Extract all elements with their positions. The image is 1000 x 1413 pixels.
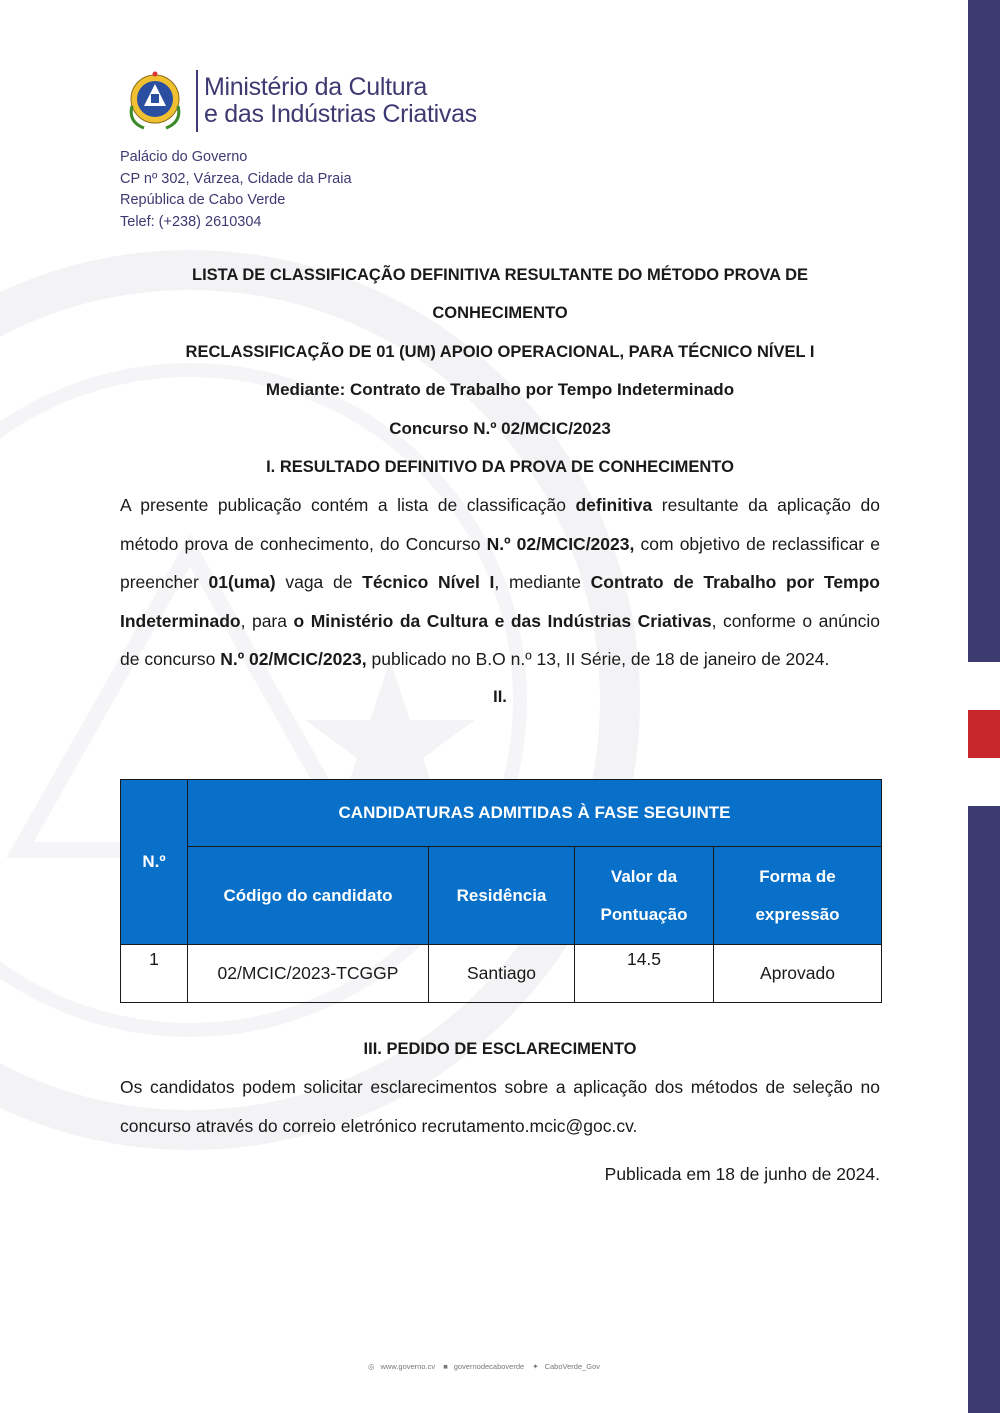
clarification-paragraph: Os candidatos podem solicitar esclarecimentos sobre a aplicação dos métodos de seleção no concurso através do correio eletrónico recrutamento.mcic@goc.cv. (120, 1077, 880, 1136)
document-subtitle: RECLASSIFICAÇÃO DE 01 (UM) APOIO OPERACIONAL, PARA TÉCNICO NÍVEL I (185, 342, 815, 361)
ministry-logo (120, 66, 477, 136)
footer-twitter[interactable]: CaboVerde_Gov (544, 1362, 601, 1371)
column-header-code: Código do candidato (188, 847, 429, 945)
column-header-residence: Residência (429, 847, 575, 945)
column-header-form: Forma de expressão (714, 847, 882, 945)
sidebar-stripe-top (968, 0, 1000, 662)
table-group-header: CANDIDATURAS ADMITIDAS À FASE SEGUINTE (188, 780, 882, 847)
address-block (120, 147, 352, 233)
document-title-line2: CONHECIMENTO (432, 304, 568, 323)
contract-type: Mediante: Contrato de Trabalho por Tempo Indeterminado (265, 380, 735, 400)
results-table (120, 779, 881, 1003)
cell-form: Aprovado (714, 945, 882, 1003)
cell-score: 14.5 (575, 945, 714, 1003)
document-body (120, 256, 880, 717)
section-3-heading: III. PEDIDO DE ESCLARECIMENTO (363, 1040, 637, 1058)
cell-code: 02/MCIC/2023-TCGGP (188, 945, 429, 1003)
logo-divider (196, 70, 198, 132)
column-header-score: Valor da Pontuação (575, 847, 714, 945)
address-line: República de Cabo Verde (120, 192, 286, 208)
sidebar-stripe-red (968, 710, 1000, 758)
section-1-heading: I. RESULTADO DEFINITIVO DA PROVA DE CONHECIMENTO (266, 458, 734, 477)
footer (0, 1362, 968, 1371)
publication-date: Publicada em 18 de junho de 2024. (604, 1164, 880, 1185)
coat-of-arms-icon (120, 66, 190, 136)
ministry-name-line1: Ministério da Cultura (204, 73, 427, 101)
footer-facebook[interactable]: governodecaboverde (453, 1362, 525, 1371)
cell-residence: Santiago (429, 945, 575, 1003)
ministry-name-line2: e das Indústrias Criativas (204, 100, 477, 128)
footer-website[interactable]: www.governo.cv (380, 1362, 436, 1371)
sidebar-stripe-bottom (968, 806, 1000, 1413)
table-row (121, 945, 882, 1003)
cell-number: 1 (121, 945, 188, 1003)
globe-icon: ◎ (367, 1362, 375, 1371)
address-line: Palácio do Governo (120, 149, 248, 165)
address-line: CP nº 302, Várzea, Cidade da Praia (120, 170, 352, 187)
facebook-icon: ■ (443, 1362, 448, 1371)
address-line: Telef: (+238) 2610304 (120, 213, 262, 230)
twitter-icon: ✦ (532, 1362, 539, 1371)
column-header-number: N.º (121, 780, 188, 945)
clarification-section (120, 1030, 880, 1194)
ministry-name (204, 74, 477, 128)
contest-number: Concurso N.º 02/MCIC/2023 (389, 418, 611, 438)
intro-paragraph: A presente publicação contém a lista de classificação definitiva resultante da aplicação do método prova de conhecimento, do Concurso N.º 02/MCIC/2023, com objetivo de reclassificar e preencher 01(uma) vaga de Técnico Nível I, mediante Contrato de Trabalho por Tempo Indeterminado, para o Ministério da Cultura e das Indústrias Criativas, conforme o anúncio de concurso N.º 02/MCIC/2023, publicado no B.O n.º 13, II Série, de 18 de janeiro de 2024. (120, 495, 881, 670)
section-2-heading: II. (493, 688, 507, 707)
document-title-line1: LISTA DE CLASSIFICAÇÃO DEFINITIVA RESULTANTE DO MÉTODO PROVA DE (191, 266, 808, 284)
